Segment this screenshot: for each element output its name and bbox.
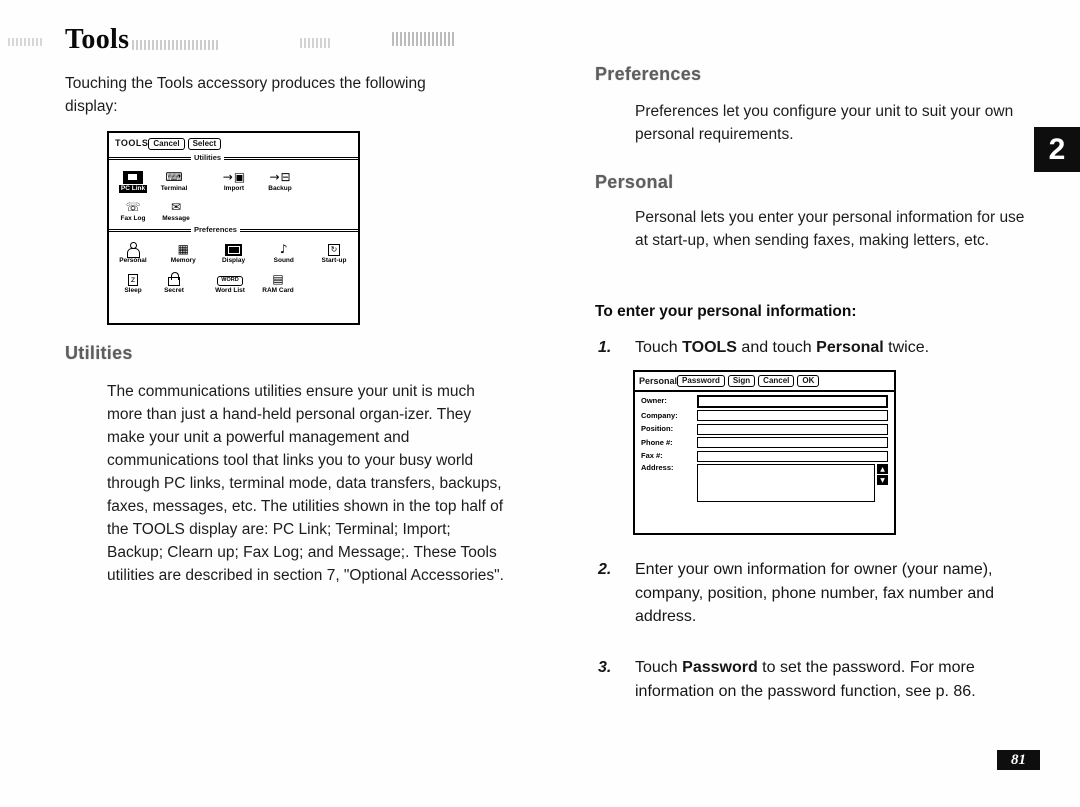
message-label: Message (162, 215, 190, 223)
preferences-section-label: Preferences (194, 225, 237, 235)
backup-icon: → ⊟ (269, 170, 291, 185)
position-row (635, 424, 894, 435)
backup-label: Backup (268, 185, 292, 193)
word-list-icon: WORD (217, 271, 242, 286)
chapter-tab: 2 (1034, 127, 1080, 172)
address-field (697, 464, 875, 502)
ram-card-icon: ▤ (272, 272, 284, 287)
fax-row (635, 451, 894, 462)
personal-paragraph: Personal lets you enter your personal information for use at start-up, when sending faxes, making letters, etc. (635, 209, 1025, 249)
preferences-icon-row-1 (109, 239, 358, 265)
personal-dialog-header (635, 372, 894, 392)
scan-artifact (8, 38, 42, 46)
password-button: Password (677, 375, 725, 387)
phone-label: Phone #: (641, 437, 673, 447)
import-label: Import (223, 185, 245, 193)
utilities-section-label: Utilities (194, 153, 222, 163)
pc-link-label: PC Link (120, 185, 146, 193)
owner-row (635, 395, 894, 408)
scan-artifact (132, 40, 218, 50)
utilities-paragraph: The communications utilities ensure your unit is much more than just a hand-held personal organ-izer. They make your unit a powerful management and communications tool that links you to your busy world through PC links, terminal mode, data transfers, backups, faxes, messages, etc. The utilities shown in the top half of the TOOLS display are: PC Link; Terminal; Import; Backup; Clearn up; Fax Log; and Message;. These Tools utilities are described in section 7, "Optional Accessories". (107, 383, 504, 584)
import-item (217, 169, 251, 193)
personal-dialog-screenshot (633, 370, 896, 535)
start-up-label: Start-up (321, 257, 347, 265)
scroll-up-icon: ▲ (877, 464, 888, 474)
personal-dialog-title: Personal (639, 375, 678, 386)
step-3-number: 3. (598, 659, 612, 676)
sound-icon: ♪ (279, 242, 288, 257)
intro-paragraph: Touching the Tools accessory produces the following display: (65, 75, 426, 115)
sound-item (267, 241, 301, 265)
display-icon (225, 241, 242, 256)
secret-item (157, 271, 191, 295)
message-item (159, 199, 193, 223)
terminal-icon: ⌨ (165, 170, 183, 185)
page-title: Tools (65, 24, 130, 55)
step-1-number: 1. (598, 339, 612, 356)
utilities-section-divider (109, 153, 358, 163)
backup-item (263, 169, 297, 193)
company-label: Company: (641, 410, 678, 420)
step-2 (598, 558, 1035, 629)
company-field (697, 410, 888, 421)
utilities-icon-row-2 (109, 197, 358, 223)
position-label: Position: (641, 424, 674, 434)
fax-log-icon: ☏ (125, 200, 141, 215)
display-item (217, 241, 251, 265)
word-list-item (213, 271, 247, 295)
terminal-item (157, 169, 191, 193)
address-label: Address: (641, 463, 674, 472)
phone-field (697, 437, 888, 448)
tools-dialog-title: TOOLS (115, 138, 149, 148)
ok-button: OK (797, 375, 819, 387)
address-scrollbar (877, 464, 888, 486)
step-2-text: Enter your own information for owner (your name), company, position, phone number, fax number and address. (635, 561, 995, 625)
procedure-heading: To enter your personal information: (595, 303, 857, 320)
step-3-text: Touch Password to set the password. For more information on the password function, see p. 86. (635, 659, 976, 700)
sign-button: Sign (728, 375, 755, 387)
divider-line (109, 229, 191, 232)
step-1 (598, 336, 1035, 360)
word-list-label: Word List (215, 287, 245, 295)
pc-link-item (116, 169, 150, 193)
ram-card-item (261, 271, 295, 295)
memory-icon: ▦ (177, 242, 189, 257)
personal-item (116, 241, 150, 265)
secret-icon (168, 271, 180, 286)
preferences-heading: Preferences (595, 64, 702, 84)
terminal-label: Terminal (160, 185, 188, 193)
sound-label: Sound (273, 257, 294, 265)
secret-label: Secret (164, 287, 184, 295)
sleep-label: Sleep (124, 287, 142, 295)
step-1-text: Touch TOOLS and touch Personal twice. (635, 339, 930, 356)
select-button: Select (188, 138, 222, 150)
cancel-button: Cancel (148, 138, 184, 150)
owner-label: Owner: (641, 396, 667, 406)
divider-line (240, 229, 358, 232)
cancel-button: Cancel (758, 375, 794, 387)
scan-artifact (300, 38, 330, 48)
phone-row (635, 437, 894, 448)
tools-dialog-header (109, 133, 358, 151)
preferences-section-divider (109, 225, 358, 235)
position-field (697, 424, 888, 435)
step-2-number: 2. (598, 561, 612, 578)
scroll-down-icon: ▼ (877, 475, 888, 485)
utilities-heading: Utilities (65, 343, 133, 363)
memory-label: Memory (170, 257, 196, 265)
divider-line (224, 157, 358, 160)
tools-dialog-screenshot (107, 131, 360, 325)
memory-item (166, 241, 200, 265)
import-icon: → ▣ (222, 170, 246, 185)
address-row (635, 464, 894, 502)
fax-field (697, 451, 888, 462)
pc-link-icon (123, 169, 143, 184)
personal-heading: Personal (595, 172, 674, 192)
sleep-item (116, 271, 150, 295)
fax-log-item (116, 199, 150, 223)
preferences-icon-row-2 (109, 269, 358, 295)
message-icon: ✉ (170, 200, 182, 215)
preferences-paragraph: Preferences let you configure your unit to suit your own personal requirements. (635, 103, 1014, 143)
ram-card-label: RAM Card (262, 287, 294, 295)
fax-label: Fax #: (641, 451, 663, 461)
owner-field (697, 395, 888, 408)
fax-log-label: Fax Log (120, 215, 146, 223)
page-number: 81 (997, 750, 1040, 770)
scan-artifact (392, 32, 456, 46)
start-up-icon: ↻ (328, 241, 341, 256)
personal-icon (126, 241, 140, 256)
company-row (635, 410, 894, 421)
divider-line (109, 157, 191, 160)
display-label: Display (221, 257, 246, 265)
utilities-icon-row-1 (109, 167, 358, 193)
step-3 (598, 656, 1035, 703)
sleep-icon: z (128, 271, 138, 286)
personal-label: Personal (119, 257, 147, 265)
start-up-item (317, 241, 351, 265)
